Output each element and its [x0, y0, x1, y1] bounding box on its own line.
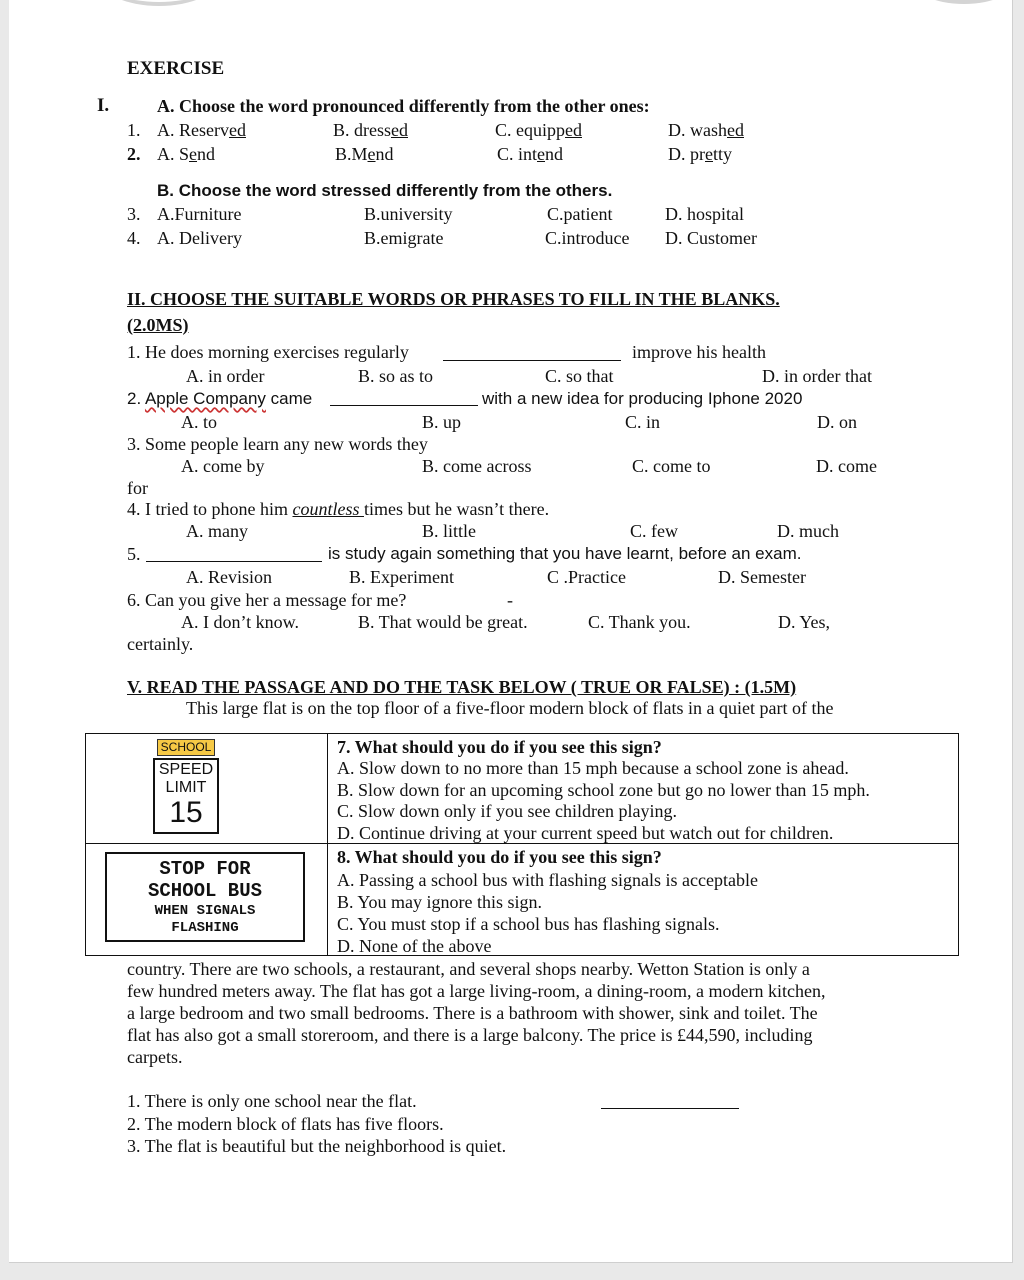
table-column-divider — [327, 733, 328, 955]
option-d: D. on — [817, 412, 857, 432]
option-b: B. You may ignore this sign. — [337, 892, 543, 912]
stop-for-school-bus-sign — [105, 852, 305, 942]
statement-3: 3. The flat is beautiful but the neighborhood is quiet. — [127, 1136, 507, 1156]
option-b: B. so as to — [358, 366, 434, 386]
option-c: C. intend — [497, 144, 564, 164]
question-stem: 2. Apple Company came — [127, 389, 313, 408]
option-a: A. Revision — [186, 567, 273, 587]
option-c: C. come to — [632, 456, 711, 476]
option-c: C. You must stop if a school bus has flashing signals. — [337, 914, 720, 934]
option-c: C. few — [630, 521, 678, 541]
question-stem: 1. He does morning exercises regularly — [127, 342, 409, 362]
option-d: D. pretty — [668, 144, 733, 164]
option-b: B.university — [364, 204, 453, 224]
option-c: C .Practice — [547, 567, 626, 587]
option-b: B. Slow down for an upcoming school zone but go no lower than 15 mph. — [337, 780, 870, 800]
option-a: A. Send — [157, 144, 216, 164]
question-number: 3. — [127, 204, 141, 224]
option-d-continued: certainly. — [127, 634, 194, 654]
question-number: 5. — [127, 544, 141, 564]
sign-line-1: STOP FOR — [159, 858, 251, 880]
statement-2: 2. The modern block of flats has five floors. — [127, 1114, 444, 1134]
option-a: A.Furniture — [157, 204, 242, 224]
option-c: C. in — [625, 412, 661, 432]
question-stem-end: is study again something that you have learnt, before an exam. — [328, 544, 802, 563]
option-a: A. I don’t know. — [181, 612, 299, 632]
option-d-continued: for — [127, 478, 148, 498]
option-d: D. come — [816, 456, 877, 476]
question-stem: 6. Can you give her a message for me? — [127, 590, 407, 610]
section-2-heading: II. CHOOSE THE SUITABLE WORDS OR PHRASES TO FILL IN THE BLANKS. — [127, 289, 780, 309]
option-c: C. equipped — [495, 120, 582, 140]
question-stem: 8. What should you do if you see this sign? — [337, 847, 662, 867]
option-a: A. Reserved — [157, 120, 246, 140]
option-b: B.Mend — [335, 144, 394, 164]
passage-intro: This large flat is on the top floor of a five-floor modern block of flats in a quiet part of the — [186, 698, 834, 718]
option-b: B.emigrate — [364, 228, 444, 248]
option-c: C.patient — [547, 204, 613, 224]
option-c: C. Thank you. — [588, 612, 691, 632]
section-roman-numeral: I. — [97, 95, 110, 116]
option-a: A. in order — [186, 366, 265, 386]
option-d: D. much — [777, 521, 839, 541]
decorative-arc-right — [909, 0, 1013, 4]
option-c: C. so that — [545, 366, 614, 386]
option-a: A. to — [181, 412, 217, 432]
option-d: D. Semester — [718, 567, 806, 587]
worksheet-page — [9, 0, 1013, 1263]
option-d: D. None of the above — [337, 936, 492, 956]
option-b: B. up — [422, 412, 462, 432]
passage-line: flat has also got a small storeroom, and there is a large balcony. The price is £44,590, including — [127, 1025, 813, 1045]
option-c: C. Slow down only if you see children playing. — [337, 801, 677, 821]
sign-line-2: SCHOOL BUS — [147, 880, 263, 902]
question-stem: 7. What should you do if you see this sign? — [337, 737, 662, 757]
section-5-heading: V. READ THE PASSAGE AND DO THE TASK BELOW ( TRUE OR FALSE) : (1.5M) — [127, 677, 797, 697]
answer-blank[interactable] — [146, 561, 322, 562]
option-a: A. Passing a school bus with flashing signals is acceptable — [337, 870, 758, 890]
option-a: A. Delivery — [157, 228, 242, 248]
question-stem: 4. I tried to phone him countless times but he wasn’t there. — [127, 499, 550, 519]
speed-number: 15 — [169, 796, 203, 829]
option-c: C.introduce — [545, 228, 630, 248]
question-stem-end: with a new idea for producing Iphone 2020 — [482, 389, 803, 408]
question-number: 2. — [127, 144, 141, 164]
option-d: D. washed — [668, 120, 744, 140]
option-b: B. come across — [422, 456, 532, 476]
answer-dash: - — [507, 590, 513, 610]
section-a-heading: A. Choose the word pronounced differently from the other ones: — [157, 96, 650, 116]
school-speed-limit-sign — [153, 738, 219, 834]
option-a: A. many — [186, 521, 248, 541]
option-b: B. little — [422, 521, 476, 541]
question-number: 1. — [127, 120, 141, 140]
option-a: A. come by — [181, 456, 265, 476]
statement-1: 1. There is only one school near the flat. — [127, 1091, 417, 1111]
passage-line: country. There are two schools, a restaurant, and several shops nearby. Wetton Station is only a — [127, 959, 810, 979]
option-d: D. Continue driving at your current speed but watch out for children. — [337, 823, 834, 843]
sign-line-3: WHEN SIGNALS — [154, 903, 256, 919]
option-b: B. Experiment — [349, 567, 454, 587]
answer-blank[interactable] — [330, 405, 478, 406]
passage-line: few hundred meters away. The flat has got a large living-room, a dining-room, a modern kitchen, — [127, 981, 826, 1001]
page-title: EXERCISE — [127, 58, 225, 79]
answer-blank[interactable] — [443, 360, 621, 361]
limit-label: LIMIT — [165, 779, 207, 796]
school-tag: SCHOOL — [157, 739, 216, 756]
question-stem: 3. Some people learn any new words they — [127, 434, 428, 454]
speed-limit-panel — [153, 758, 219, 834]
option-b: B. That would be great. — [358, 612, 528, 632]
section-b-heading: B. Choose the word stressed differently from the others. — [157, 181, 613, 200]
question-stem-end: improve his health — [632, 342, 766, 362]
section-2-marks: (2.0MS) — [127, 315, 189, 335]
sign-line-4: FLASHING — [171, 920, 239, 936]
decorative-arc-left — [99, 0, 219, 6]
passage-line: a large bedroom and two small bedrooms. There is a bathroom with shower, sink and toilet. The — [127, 1003, 818, 1023]
option-a: A. Slow down to no more than 15 mph because a school zone is ahead. — [337, 758, 849, 778]
option-d: D. Customer — [665, 228, 757, 248]
option-d: D. Yes, — [778, 612, 831, 632]
speed-label: SPEED — [158, 761, 214, 778]
option-b: B. dressed — [333, 120, 408, 140]
passage-line: carpets. — [127, 1047, 183, 1067]
question-number: 4. — [127, 228, 141, 248]
answer-blank[interactable] — [601, 1108, 739, 1109]
option-d: D. hospital — [665, 204, 744, 224]
option-d: D. in order that — [762, 366, 872, 386]
